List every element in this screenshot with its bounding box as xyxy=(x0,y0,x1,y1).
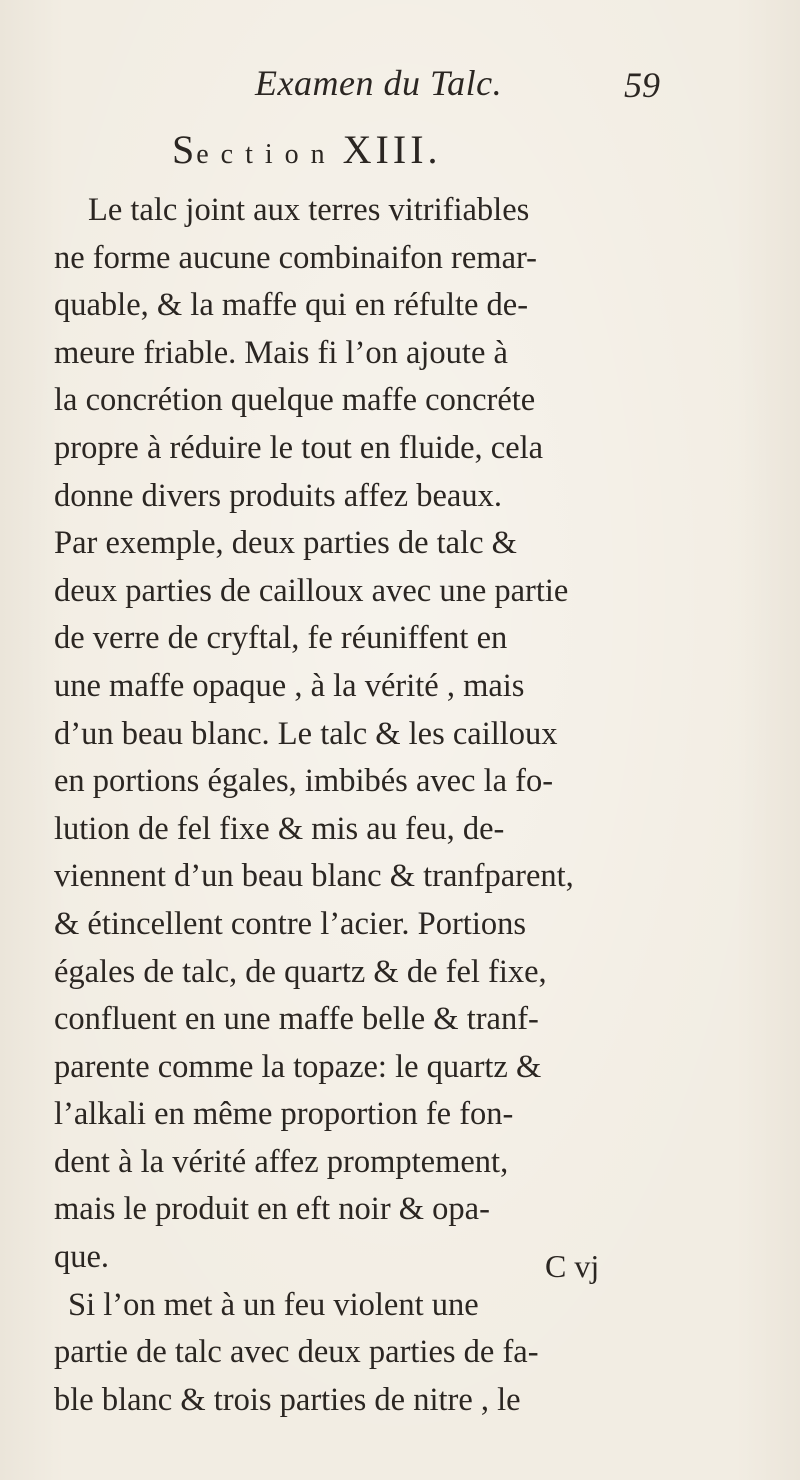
running-title: Examen du Talc. xyxy=(255,63,503,103)
text-line: ble blanc & trois parties de nitre , le xyxy=(54,1381,521,1418)
signature-mark: C vj xyxy=(545,1248,600,1284)
text-line: partie de talc avec deux parties de fa- xyxy=(54,1334,539,1371)
page-number: 59 xyxy=(624,65,660,105)
text-line: propre à réduire le tout en fluide, cela xyxy=(54,429,544,466)
text-line: Le talc joint aux terres vitrifiables xyxy=(88,192,530,228)
text-line: lution de fel fixe & mis au feu, de- xyxy=(54,810,505,847)
text-line: ne forme aucune combinaifon remar- xyxy=(54,239,538,276)
text-line: que. xyxy=(54,1239,110,1276)
section-heading xyxy=(172,126,442,173)
text-line: une maffe opaque , à la vérité , mais xyxy=(54,667,525,704)
text-line: mais le produit en eft noir & opa- xyxy=(54,1191,490,1228)
text-line: confluent en une maffe belle & tranf- xyxy=(54,1001,539,1038)
section-heading-initial: S xyxy=(172,127,197,172)
text-line: en portions égales, imbibés avec la fo- xyxy=(54,763,554,800)
text-line: Si l’on met à un feu violent une xyxy=(68,1286,479,1323)
text-line: parente comme la topaze: le quartz & xyxy=(54,1048,542,1085)
text-line: Par exemple, deux parties de talc & xyxy=(54,525,517,562)
text-line: l’alkali en même proportion fe fon- xyxy=(54,1096,514,1133)
text-line: dent à la vérité affez promptement, xyxy=(54,1143,509,1180)
text-line: la concrétion quelque maffe concréte xyxy=(54,382,536,419)
text-line: meure friable. Mais fi l’on ajoute à xyxy=(54,334,508,371)
body-text xyxy=(54,187,734,1424)
text-line: égales de talc, de quartz & de fel fixe, xyxy=(54,953,547,990)
text-line: & étincellent contre l’acier. Portions xyxy=(54,905,526,942)
section-heading-word: ection xyxy=(196,139,337,170)
section-number: XIII. xyxy=(342,127,442,172)
text-line: de verre de cryftal, fe réuniffent en xyxy=(54,620,508,657)
text-line: d’un beau blanc. Le talc & les cailloux xyxy=(54,715,558,752)
text-line: donne divers produits affez beaux. xyxy=(54,477,502,514)
text-line: viennent d’un beau blanc & tranfparent, xyxy=(54,858,574,895)
text-line: deux parties de cailloux avec une partie xyxy=(54,572,569,609)
text-line: quable, & la maffe qui en réfulte de- xyxy=(54,287,529,324)
